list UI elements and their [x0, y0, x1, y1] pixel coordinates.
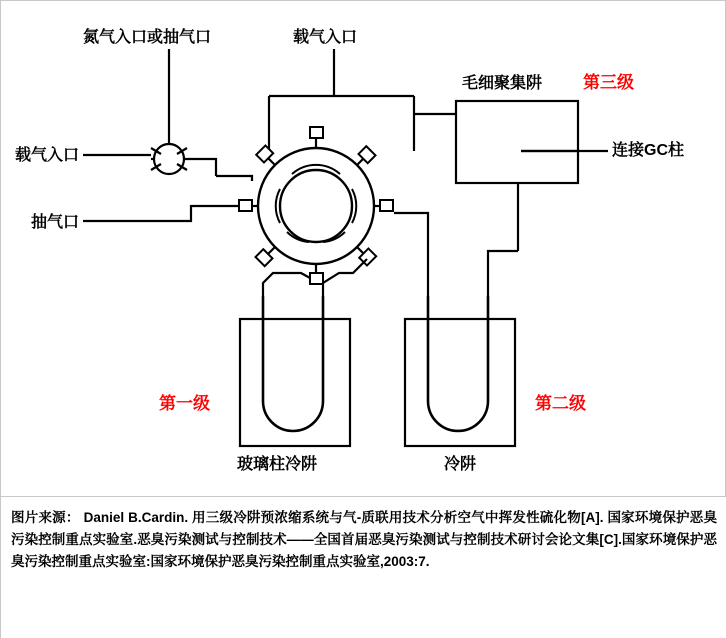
label-stage-one: 第一级 [159, 394, 210, 413]
pipe-valve-to-valve-nw [216, 176, 252, 181]
three-way-valve-body [154, 144, 184, 174]
label-connect-to-gc-column: 连接GC柱 [612, 142, 685, 159]
label-carrier-gas-inlet-top: 载气入口 [293, 29, 358, 46]
stage2-dewar-box [405, 319, 515, 446]
stage1-u-tube [263, 296, 323, 431]
pipe-valve-to-stage1-left [263, 273, 310, 296]
capillary-trap-box [456, 101, 578, 183]
valve-port-square-e [380, 200, 393, 211]
caption-text: 图片来源： Daniel B.Cardin. 用三级冷阱预浓缩系统与气-质联用技术分析空气中挥发性硫化物[A]. 国家环境保护恶臭污染控制重点实验室.恶臭污染测试与控制技术——全国首届恶臭污染测试与控制技术研讨会论文集[C].国家环境保护恶臭污染控制重点实验室:国家环境保护恶臭污染控制重点实验室,2003:7. [11, 510, 717, 569]
label-stage-two: 第二级 [535, 394, 586, 413]
stage2-u-tube [428, 296, 488, 431]
valve-port-square-n [310, 127, 323, 138]
leader-vacuum-port [83, 206, 249, 221]
valve-inner-ring [280, 170, 352, 242]
pipe-stage2-to-capillary [488, 251, 518, 296]
pipe-valve-to-right [184, 159, 216, 176]
label-carrier-gas-inlet-left: 载气入口 [15, 147, 80, 164]
pipe-valve-to-stage1-right [323, 259, 367, 296]
label-nitrogen-inlet-or-vacuum-port: 氮气入口或抽气口 [83, 29, 212, 46]
valve-port-square-s [310, 273, 323, 284]
label-glass-column-cold-trap: 玻璃柱冷阱 [237, 456, 318, 473]
label-vacuum-port: 抽气口 [31, 214, 80, 231]
label-cold-trap: 冷阱 [444, 456, 477, 473]
stage1-dewar-box [240, 319, 350, 446]
valve-port-square-w [239, 200, 252, 211]
pipe-valve-to-stage2-left [394, 213, 428, 296]
figure-caption [1, 496, 726, 638]
label-capillary-focuser: 毛细聚集阱 [462, 75, 543, 92]
flow-diagram [1, 1, 726, 496]
label-stage-three: 第三级 [583, 73, 634, 92]
